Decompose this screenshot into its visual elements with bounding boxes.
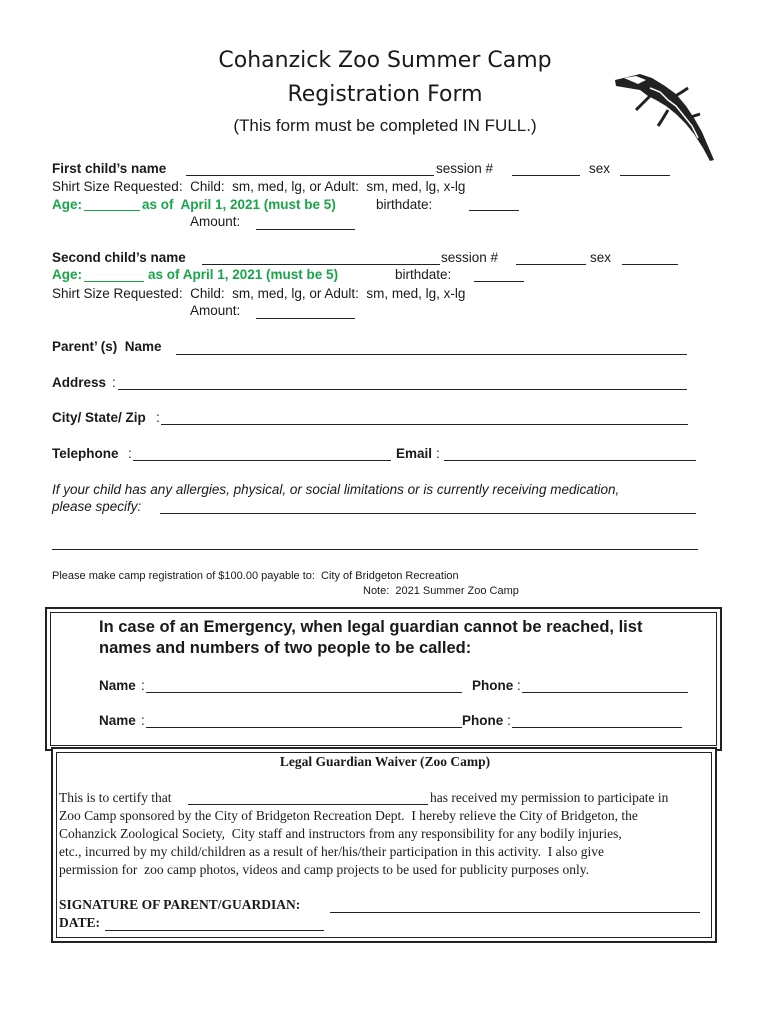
- city-state-zip-label: City/ State/ Zip: [52, 410, 146, 425]
- waiver-line4: etc., incurred by my child/children as a result of her/his/their participation in this activity. I also give: [59, 844, 604, 859]
- emergency-name1-field[interactable]: [146, 692, 462, 693]
- child2-age-label: Age:: [52, 267, 82, 282]
- address-field[interactable]: [118, 389, 687, 390]
- telephone-colon: :: [128, 446, 132, 461]
- parent-name-label: Parent’ (s) Name: [52, 339, 162, 354]
- telephone-field[interactable]: [133, 460, 391, 461]
- emergency-name1-colon: :: [141, 678, 145, 693]
- child2-session-label: session #: [441, 250, 499, 265]
- second-child-name-label: Second child’s name: [52, 250, 186, 265]
- medical-field-line2[interactable]: [52, 549, 698, 550]
- child1-birthdate-label: birthdate:: [376, 197, 433, 212]
- medical-prompt-line2: please specify:: [52, 499, 142, 514]
- child2-age-note: as of April 1, 2021 (must be 5): [148, 267, 339, 282]
- emergency-phone2-field[interactable]: [512, 727, 682, 728]
- city-colon: :: [156, 410, 160, 425]
- child2-birthdate-field[interactable]: [474, 281, 524, 282]
- second-child-name-field[interactable]: [202, 264, 440, 265]
- child1-sex-field[interactable]: [620, 175, 670, 176]
- form-subtitle: (This form must be completed IN FULL.): [233, 116, 537, 135]
- emergency-heading-line2: names and numbers of two people to be called:: [99, 639, 472, 657]
- child2-amount-field[interactable]: [256, 318, 355, 319]
- medical-prompt-line1: If your child has any allergies, physical, or social limitations or is currently receiving medication,: [52, 482, 620, 497]
- emergency-name2-field[interactable]: [146, 727, 462, 728]
- emergency-heading-line1: In case of an Emergency, when legal guardian cannot be reached, list: [99, 618, 643, 636]
- date-label: DATE:: [59, 915, 101, 930]
- child1-age-note: as of April 1, 2021 (must be 5): [142, 197, 336, 212]
- first-child-name-label: First child’s name: [52, 161, 167, 176]
- waiver-child-name-field[interactable]: [188, 804, 428, 805]
- emergency-phone2-colon: :: [507, 713, 511, 728]
- city-state-zip-field[interactable]: [161, 424, 688, 425]
- address-label: Address: [52, 375, 107, 390]
- child1-amount-field[interactable]: [256, 229, 355, 230]
- address-colon: :: [112, 375, 116, 390]
- child2-shirt-size-label: Shirt Size Requested: Child: sm, med, lg, or Adult: sm, med, lg, x-lg: [52, 286, 466, 301]
- email-field[interactable]: [444, 460, 696, 461]
- child1-birthdate-field[interactable]: [469, 210, 519, 211]
- telephone-label: Telephone: [52, 446, 119, 461]
- child2-sex-label: sex: [590, 250, 612, 265]
- email-label: Email: [396, 446, 433, 461]
- payment-instructions: Please make camp registration of $100.00 payable to: City of Bridgeton Recreation: [52, 570, 459, 582]
- child1-session-label: session #: [436, 161, 494, 176]
- email-colon: :: [436, 446, 440, 461]
- first-child-name-field[interactable]: [186, 175, 434, 176]
- signature-label: SIGNATURE OF PARENT/GUARDIAN:: [59, 897, 301, 912]
- waiver-line2: Zoo Camp sponsored by the City of Bridgeton Recreation Dept. I hereby relieve the City of Bridgeton, the: [59, 808, 638, 823]
- child2-session-field[interactable]: [516, 264, 586, 265]
- child1-shirt-size-label: Shirt Size Requested: Child: sm, med, lg, or Adult: sm, med, lg, x-lg: [52, 179, 466, 194]
- emergency-name1-label: Name: [99, 678, 136, 693]
- child1-age-field[interactable]: [84, 210, 140, 211]
- date-field[interactable]: [105, 930, 324, 931]
- waiver-line5: permission for zoo camp photos, videos and camp projects to be used for publicity purposes only.: [59, 862, 590, 877]
- child1-session-field[interactable]: [512, 175, 580, 176]
- parent-name-field[interactable]: [176, 354, 687, 355]
- payment-note: Note: 2021 Summer Zoo Camp: [363, 585, 519, 597]
- waiver-line1-post: has received my permission to participate in: [430, 790, 669, 805]
- child2-birthdate-label: birthdate:: [395, 267, 452, 282]
- emergency-name2-label: Name: [99, 713, 136, 728]
- signature-field[interactable]: [330, 912, 700, 913]
- emergency-phone1-label: Phone: [472, 678, 514, 693]
- emergency-phone1-field[interactable]: [522, 692, 688, 693]
- emergency-phone2-label: Phone: [462, 713, 504, 728]
- form-title-line2: Registration Form: [287, 82, 483, 107]
- medical-field-line1[interactable]: [160, 513, 696, 514]
- child2-age-field[interactable]: [84, 281, 144, 282]
- child1-amount-label: Amount:: [190, 214, 241, 229]
- form-title-line1: Cohanzick Zoo Summer Camp: [218, 48, 552, 73]
- emergency-phone1-colon: :: [517, 678, 521, 693]
- alligator-icon: [610, 66, 720, 166]
- emergency-name2-colon: :: [141, 713, 145, 728]
- waiver-line3: Cohanzick Zoological Society, City staff and instructors from any responsibility for any bodily injuries,: [59, 826, 622, 841]
- child1-age-label: Age:: [52, 197, 82, 212]
- child1-sex-label: sex: [589, 161, 611, 176]
- waiver-line1-pre: This is to certify that: [59, 790, 172, 805]
- child2-sex-field[interactable]: [622, 264, 678, 265]
- child2-amount-label: Amount:: [190, 303, 241, 318]
- waiver-title: Legal Guardian Waiver (Zoo Camp): [279, 754, 491, 769]
